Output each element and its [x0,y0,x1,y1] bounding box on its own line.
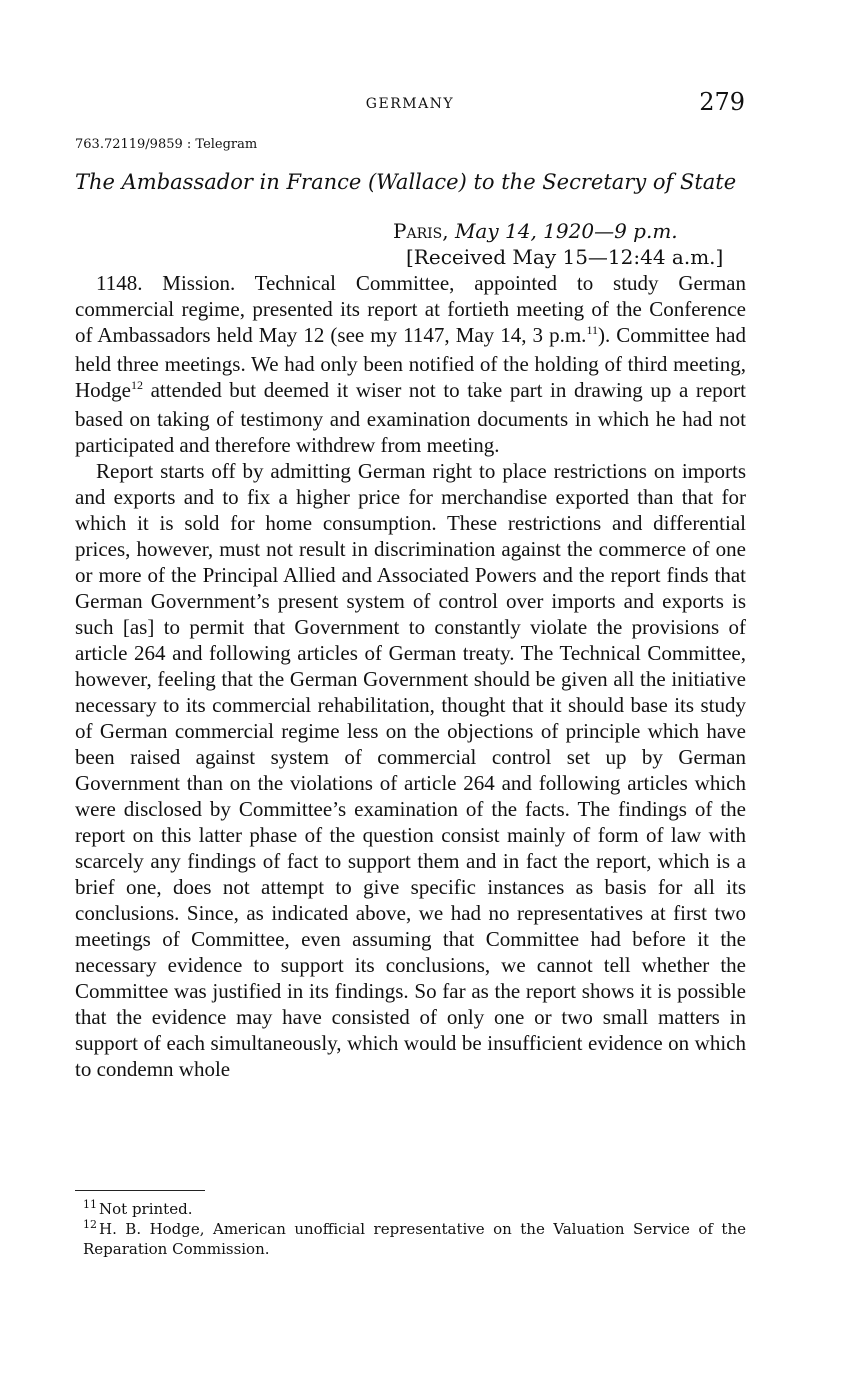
page-number: 279 [699,88,745,116]
dateline [393,218,678,244]
footnote-11 [75,1200,746,1220]
running-title: GERMANY [365,96,455,112]
file-reference: 763.72119/9859 : Telegram [75,137,258,152]
paragraph-2: Report starts off by admitting German right to place restrictions on imports and exports and to fix a higher price for merchandise exported than that for which it is sold for home consumption. These restrictions and differential prices, however, must not result in discrimination against the commerce of one or more of the Principal Allied and Associated Powers and the report finds that German Government’s present system of control over imports and exports is such [as] to permit that Government to constantly violate the provisions of article 264 and following articles of German treaty. The Technical Committee, however, feeling that the German Government should be given all the initiative necessary to its commercial rehabilitation, thought that it should base its study of German commercial regime less on the objections of principle which have been raised against system of commercial control set up by German Government than on the violations of article 264 and following articles which were disclosed by Committee’s examination of the facts. The findings of the report on this latter phase of the question consist mainly of form of law with scarcely any findings of fact to support them and in fact the report, which is a brief one, does not attempt to give specific instances as basis for all its conclusions. Since, as indicated above, we had no representatives at first two meetings of Committee, even assuming that Committee had before it the necessary evidence to support its conclusions, we cannot tell whether the Committee was justified in its findings. So far as the report shows it is possible that the evidence may have consisted of only one or two small matters in support of each simultaneously, which would be insufficient evidence on which to condemn whole [75,459,746,1081]
footnote-ref-12: 12 [131,378,143,392]
footnote-11-mark: 11 [83,1198,97,1211]
footnote-divider [75,1190,205,1191]
paragraph-1 [75,270,746,458]
document-title: The Ambassador in France (Wallace) to the Secretary of State [75,170,737,194]
footnote-12-mark: 12 [83,1218,97,1231]
footnote-11-text: Not printed. [99,1200,193,1218]
running-head [75,88,745,120]
paragraph-1-part-a: 1148. Mission. Technical Committee, appointed to study German commercial regime, presented its report at fortieth meeting of the Conference of Ambassadors held May 12 (see my 1147, May 14, 3 p.m. [75,271,746,347]
paragraph-1-part-b: ). Committee had held three meetings. We had only been notified of the holding of third meeting, Hodge [75,323,746,402]
footnote-12 [75,1220,746,1258]
footnotes [75,1200,746,1258]
dateline-place: Paris, [393,219,449,243]
footnote-ref-11: 11 [586,323,598,337]
received-line: [Received May 15—12:44 a.m.] [406,245,724,269]
paragraph-1-part-c: attended but deemed it wiser not to take part in drawing up a report based on taking of testimony and examination documents in which he had not participated and therefore withdrew from meeting. [75,378,746,457]
footnote-12-text: H. B. Hodge, American unofficial representative on the Valuation Service of the Reparation Commission. [83,1220,746,1258]
dateline-date: May 14, 1920—9 p.m. [454,219,678,243]
telegram-body [75,270,746,1082]
